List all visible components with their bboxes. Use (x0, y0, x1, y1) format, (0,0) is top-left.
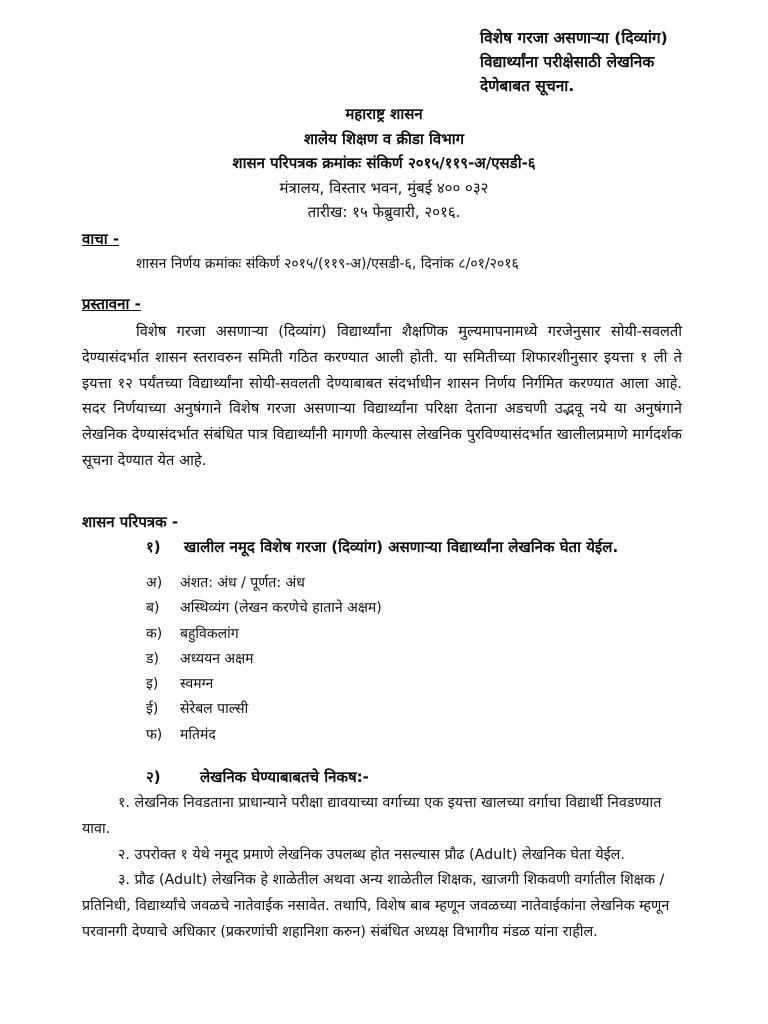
list-text: सेरेबल पाल्सी (180, 701, 249, 718)
list-text: बहुविकलांग (180, 625, 239, 642)
read-heading: वाचा - (82, 230, 120, 248)
reference-line: शासन निर्णय क्रमांकः संकिर्ण २०१५/(११९-अ)/एसडी-६, दिनांक ८/०१/२०१६ (136, 256, 519, 272)
list-marker: इ) (146, 676, 159, 693)
government-name: महाराष्ट्र शासन (345, 105, 423, 123)
subject-line: विद्यार्थ्यांना परीक्षेसाठी लेखनिक (480, 53, 655, 71)
list-marker: ब) (146, 600, 160, 617)
list-item (146, 571, 382, 596)
list-item (146, 596, 382, 621)
subject-line: विशेष गरजा असणाऱ्या (दिव्यांग) (480, 29, 668, 47)
preamble-heading: प्रस्तावना - (82, 295, 141, 313)
list-item (146, 672, 382, 697)
letterhead (0, 102, 768, 225)
list-marker: क) (146, 625, 163, 642)
list-item (146, 723, 382, 748)
list-marker: अ) (146, 575, 163, 591)
list-text: स्वमग्न (180, 676, 214, 693)
criteria-item: ३. प्रौढ (Adult) लेखनिक हे शाळेतील अथवा अन्य शाळेतील शिक्षक, खाजगी शिकवणी वर्गातील शिक्षक / प्रतिनिधी, विद्यार्थ्यांचे जवळचे नातेवाईक नसावेत. तथापि, विशेष बाब म्हणून जवळच्या नातेवाईकांना लेखनिक म्हणून परवानगी देण्याचे अधिकार (प्रकरणांची शहानिशा करुन) संबंधित अध्यक्ष विभागीय मंडळ यांना राहील. (82, 872, 670, 940)
list-marker: फ) (146, 726, 163, 743)
list-item (146, 697, 382, 722)
category-list (146, 571, 382, 748)
point-number: १) (146, 538, 161, 556)
circular-number: शासन परिपत्रक क्रमांकः संकिर्ण २०१५/११९-अ/एसडी-६ (232, 154, 536, 172)
list-marker: ई) (146, 701, 159, 718)
subject-block (480, 26, 760, 98)
list-marker: ड) (146, 650, 159, 667)
criteria-item: २. उपरोक्त १ येथे नमूद प्रमाणे लेखनिक उपलब्ध होत नसल्यास प्रौढ (Adult) लेखनिक घेता येईल. (118, 846, 625, 863)
list-item (146, 647, 382, 672)
point-one-heading (146, 537, 618, 557)
point-text: खालील नमूद विशेष गरजा (दिव्यांग) असणाऱ्या विद्यार्थ्यांना लेखनिक घेता येईल. (184, 538, 619, 556)
list-text: अंशत: अंध / पूर्णत: अंध (180, 575, 305, 591)
criteria-item: १. लेखनिक निवडताना प्राधान्याने परीक्षा द्यावयाच्या वर्गाच्या एक इयत्ता खालच्या वर्गाचा विद्यार्थी निवडण्यात यावा. (82, 795, 662, 837)
list-text: अध्ययन अक्षम (180, 650, 254, 667)
list-text: अस्थिव्यंग (लेखन करणेचे हाताने अक्षम) (180, 600, 382, 617)
point-number: २) (146, 768, 161, 786)
list-item (146, 622, 382, 647)
list-text: मतिमंद (180, 726, 216, 743)
point-two-heading (146, 767, 369, 787)
circular-date: तारीख: १५ फेब्रुवारी, २०१६. (307, 203, 461, 221)
circular-heading: शासन परिपत्रक - (82, 513, 179, 531)
subject-line: देणेबाबत सूचना. (480, 77, 575, 95)
preamble-paragraph: विशेष गरजा असणाऱ्या (दिव्यांग) विद्यार्थ्यांना शैक्षणिक मुल्यमापनामध्ये गरजेनुसार सोयी-सवलती देण्यासंदर्भात शासन स्तरावरुन समिती गठित करण्यात आली होती. या समितीच्या शिफारशीनुसार इयत्ता १ ली ते इयत्ता १२ पर्यंतच्या विद्यार्थ्यांना सोयी-सवलती देण्याबाबत संदर्भाधीन शासन निर्णय निर्गमित करण्यात आला आहे. सदर निर्णयाच्या अनुषंगाने विशेष गरजा असणाऱ्या विद्यार्थ्यांना परिक्षा देताना अडचणी उद्भवू नये या अनुषंगाने लेखनिक देण्यासंदर्भात संबंधित पात्र विद्यार्थ्यांनी मागणी केल्यास लेखनिक पुरविण्यासंदर्भात खालीलप्रमाणे मार्गदर्शक सूचना देण्यात येत आहे. (82, 323, 682, 469)
point-text: लेखनिक घेण्याबाबतचे निकष:- (200, 768, 369, 786)
department-name: शालेय शिक्षण व क्रीडा विभाग (303, 129, 465, 148)
office-address: मंत्रालय, विस्तार भवन, मुंबई ४०० ०३२ (279, 178, 489, 197)
criteria-list (82, 791, 682, 946)
